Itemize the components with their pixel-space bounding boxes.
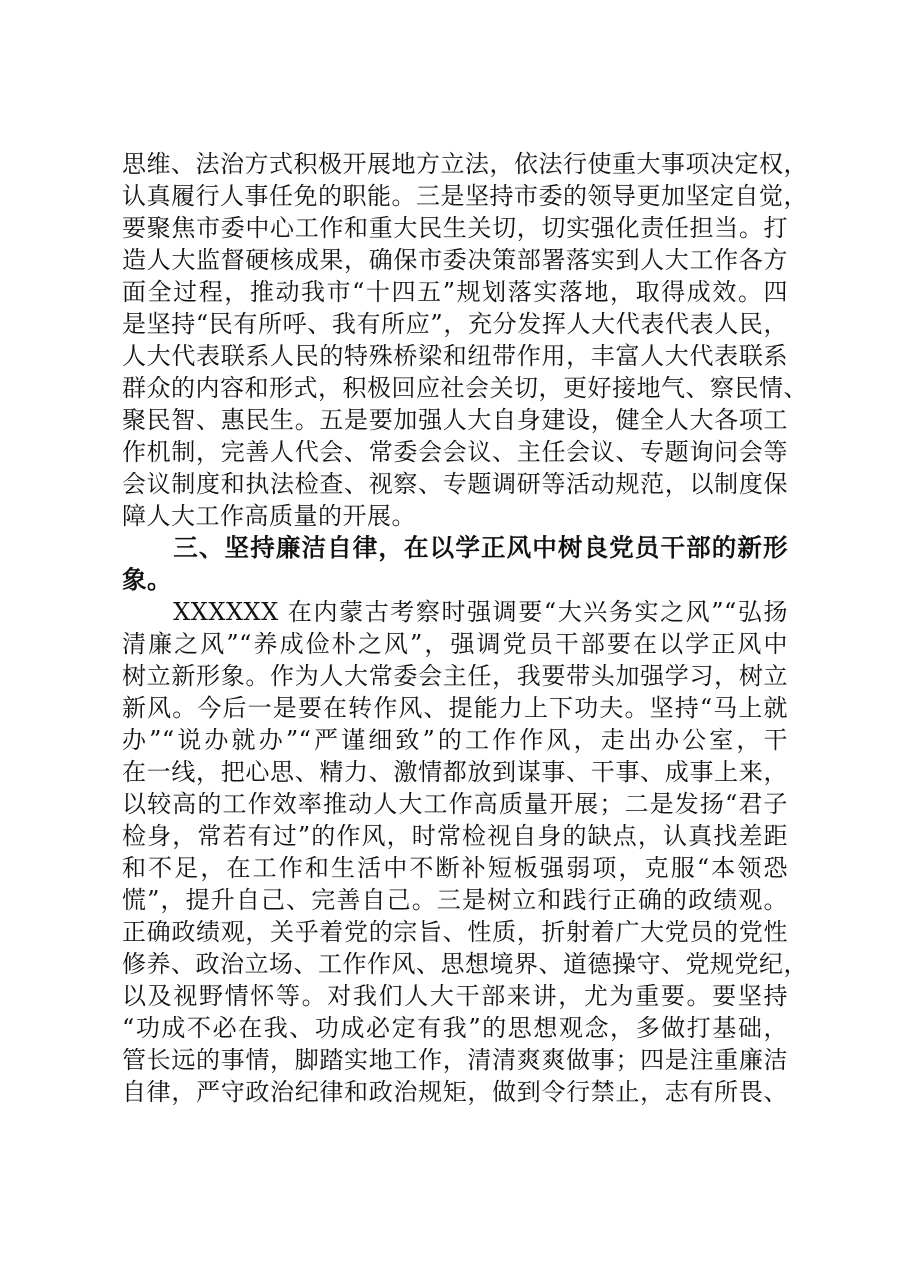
heading-line: 三、坚持廉洁自律，在以学正风中树良党员干部的新形	[122, 533, 788, 562]
text-line: 认真履行人事任免的职能。三是坚持市委的领导更加坚定自觉，	[122, 182, 808, 210]
text-line: 人大代表联系人民的特殊桥梁和纽带作用，丰富人大代表联系	[122, 342, 788, 370]
text-line: 清廉之风”“养成俭朴之风”，强调党员干部要在以学正风中	[122, 630, 788, 658]
text-line: 是坚持“民有所呼、我有所应”，充分发挥人大代表代表人民，	[122, 310, 788, 338]
text-line: 思维、法治方式积极开展地方立法，依法行使重大事项决定权，	[122, 150, 808, 178]
text-line: 树立新形象。作为人大常委会主任，我要带头加强学习，树立	[122, 662, 788, 690]
text-line: 办”“说办就办”“严谨细致”的工作作风，走出办公室，干	[122, 726, 788, 754]
document-body	[122, 148, 808, 1108]
text-line: 自律，严守政治纪律和政治规矩，做到令行禁止，志有所畏、	[122, 1078, 788, 1106]
text-line: 造人大监督硬核成果，确保市委决策部署落实到人大工作各方	[122, 246, 788, 274]
paragraph	[122, 596, 808, 1108]
section-heading	[122, 532, 788, 596]
text-line: 以较高的工作效率推动人大工作高质量开展；二是发扬“君子	[122, 790, 788, 818]
text-line: 障人大工作高质量的开展。	[122, 502, 416, 530]
text-line: 新风。今后一是要在转作风、提能力上下功夫。坚持“马上就	[122, 694, 788, 722]
text-line: 以及视野情怀等。对我们人大干部来讲，尤为重要。要坚持	[122, 982, 788, 1010]
text-line: 聚民智、惠民生。五是要加强人大自身建设，健全人大各项工	[122, 406, 788, 434]
text-line: 在一线，把心思、精力、激情都放到谋事、干事、成事上来，	[122, 758, 788, 786]
text-line: 面全过程，推动我市“十四五”规划落实落地，取得成效。四	[122, 278, 788, 306]
paragraph	[122, 148, 808, 532]
text-line: 要聚焦市委中心工作和重大民生关切，切实强化责任担当。打	[122, 214, 788, 242]
text-line: 和不足，在工作和生活中不断补短板强弱项，克服“本领恐	[122, 854, 788, 882]
text-line: “功成不必在我、功成必定有我”的思想观念，多做打基础，	[122, 1014, 788, 1042]
text-line: XXXXXX 在内蒙古考察时强调要“大兴务实之风”“弘扬	[122, 598, 788, 626]
text-line: 作机制，完善人代会、常委会会议、主任会议、专题询问会等	[122, 438, 788, 466]
text-line: 管长远的事情，脚踏实地工作，清清爽爽做事；四是注重廉洁	[122, 1046, 788, 1074]
text-line: 正确政绩观，关乎着党的宗旨、性质，折射着广大党员的党性	[122, 918, 788, 946]
text-line: 慌”，提升自己、完善自己。三是树立和践行正确的政绩观。	[122, 886, 788, 914]
text-line: 检身，常若有过”的作风，时常检视自身的缺点，认真找差距	[122, 822, 788, 850]
text-line: 群众的内容和形式，积极回应社会关切，更好接地气、察民情、	[122, 374, 808, 402]
text-line: 会议制度和执法检查、视察、专题调研等活动规范，以制度保	[122, 470, 788, 498]
heading-line: 象。	[122, 565, 172, 594]
text-line: 修养、政治立场、工作作风、思想境界、道德操守、党规党纪，	[122, 950, 808, 978]
